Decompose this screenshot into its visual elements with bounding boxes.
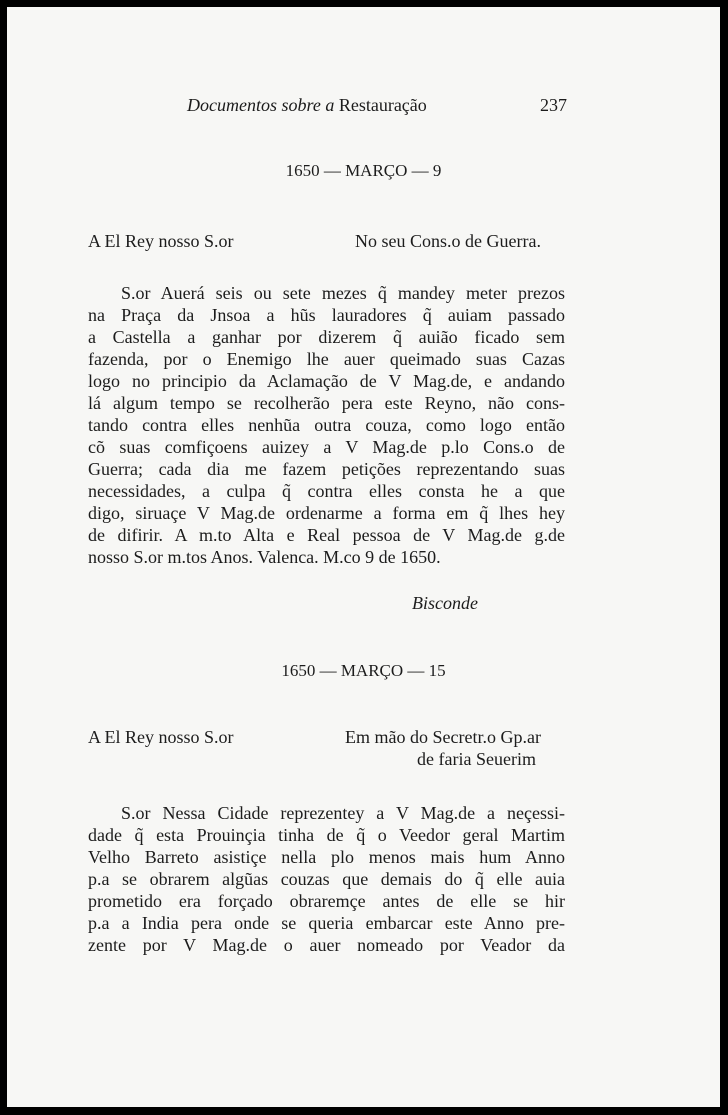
letter-2-line: zente por V Mag.de o auer nomeado por Veador da [88, 935, 565, 955]
letter-1-line: necessidades, a culpa q̃ contra elles consta he a que [88, 481, 565, 501]
letter-2-destination-line2: de faria Seuerim [417, 749, 536, 769]
letter-1-line: Guerra; cada dia me fazem petições reprezentando suas [88, 459, 565, 479]
letter-1-line: cõ suas comfiçoens auizey a V Mag.de p.lo Cons.o de [88, 437, 565, 457]
letter-1-addressee: A El Rey nosso S.or [88, 231, 234, 251]
letter-1-line: fazenda, por o Enemigo lhe auer queimado suas Cazas [88, 349, 565, 369]
letter-1-line: nosso S.or m.tos Anos. Valenca. M.co 9 de 1650. [88, 547, 441, 567]
letter-1-line: tando contra elles nenhũa outra couza, como logo então [88, 415, 565, 435]
running-title-italic: Documentos sobre a [187, 95, 335, 115]
letter-1-line: lá algum tempo se recolherão pera este Reyno, não cons- [88, 393, 565, 413]
letter-2-date: 1650 — MARÇO — 15 [281, 661, 446, 680]
letter-2-line: S.or Nessa Cidade reprezentey a V Mag.de a neçessi- [121, 803, 565, 823]
letter-1-line: digo, siruaçe V Mag.de ordenarme a forma em q̃ lhes hey [88, 503, 565, 523]
letter-1-signature: Bisconde [412, 593, 478, 613]
document-page [7, 7, 720, 1107]
letter-2-line: prometido era forçado obraremçe antes de elle se hir [88, 891, 565, 911]
running-title [187, 95, 427, 116]
letter-2-line: Velho Barreto asistiçe nella plo menos mais hum Anno [88, 847, 565, 867]
letter-1-line: a Castella a ganhar por dizerem q̃ auião ficado sem [88, 327, 565, 347]
letter-2-addressee: A El Rey nosso S.or [88, 727, 234, 747]
letter-1-line: de difirir. A m.to Alta e Real pessoa de V Mag.de g.de [88, 525, 565, 545]
letter-1-date: 1650 — MARÇO — 9 [285, 161, 442, 180]
letter-1-line: S.or Auerá seis ou sete mezes q̃ mandey meter prezos [121, 283, 565, 303]
letter-2-line: p.a se obrarem algũas couzas que demais do q̃ elle auia [88, 869, 565, 889]
running-title-rest: Restauração [338, 95, 427, 115]
letter-2-line: dade q̃ esta Prouinçia tinha de q̃ o Veedor geral Martim [88, 825, 565, 845]
letter-2-destination-line1: Em mão do Secretr.o Gp.ar [345, 727, 541, 747]
letter-1-destination: No seu Cons.o de Guerra. [355, 231, 541, 251]
page-number: 237 [540, 95, 567, 115]
letter-1-line: na Praça da Jnsoa a hũs lauradores q̃ auiam passado [88, 305, 565, 325]
letter-2-line: p.a a India pera onde se queria embarcar este Anno pre- [88, 913, 565, 933]
letter-1-line: logo no principio da Aclamação de V Mag.de, e andando [88, 371, 565, 391]
